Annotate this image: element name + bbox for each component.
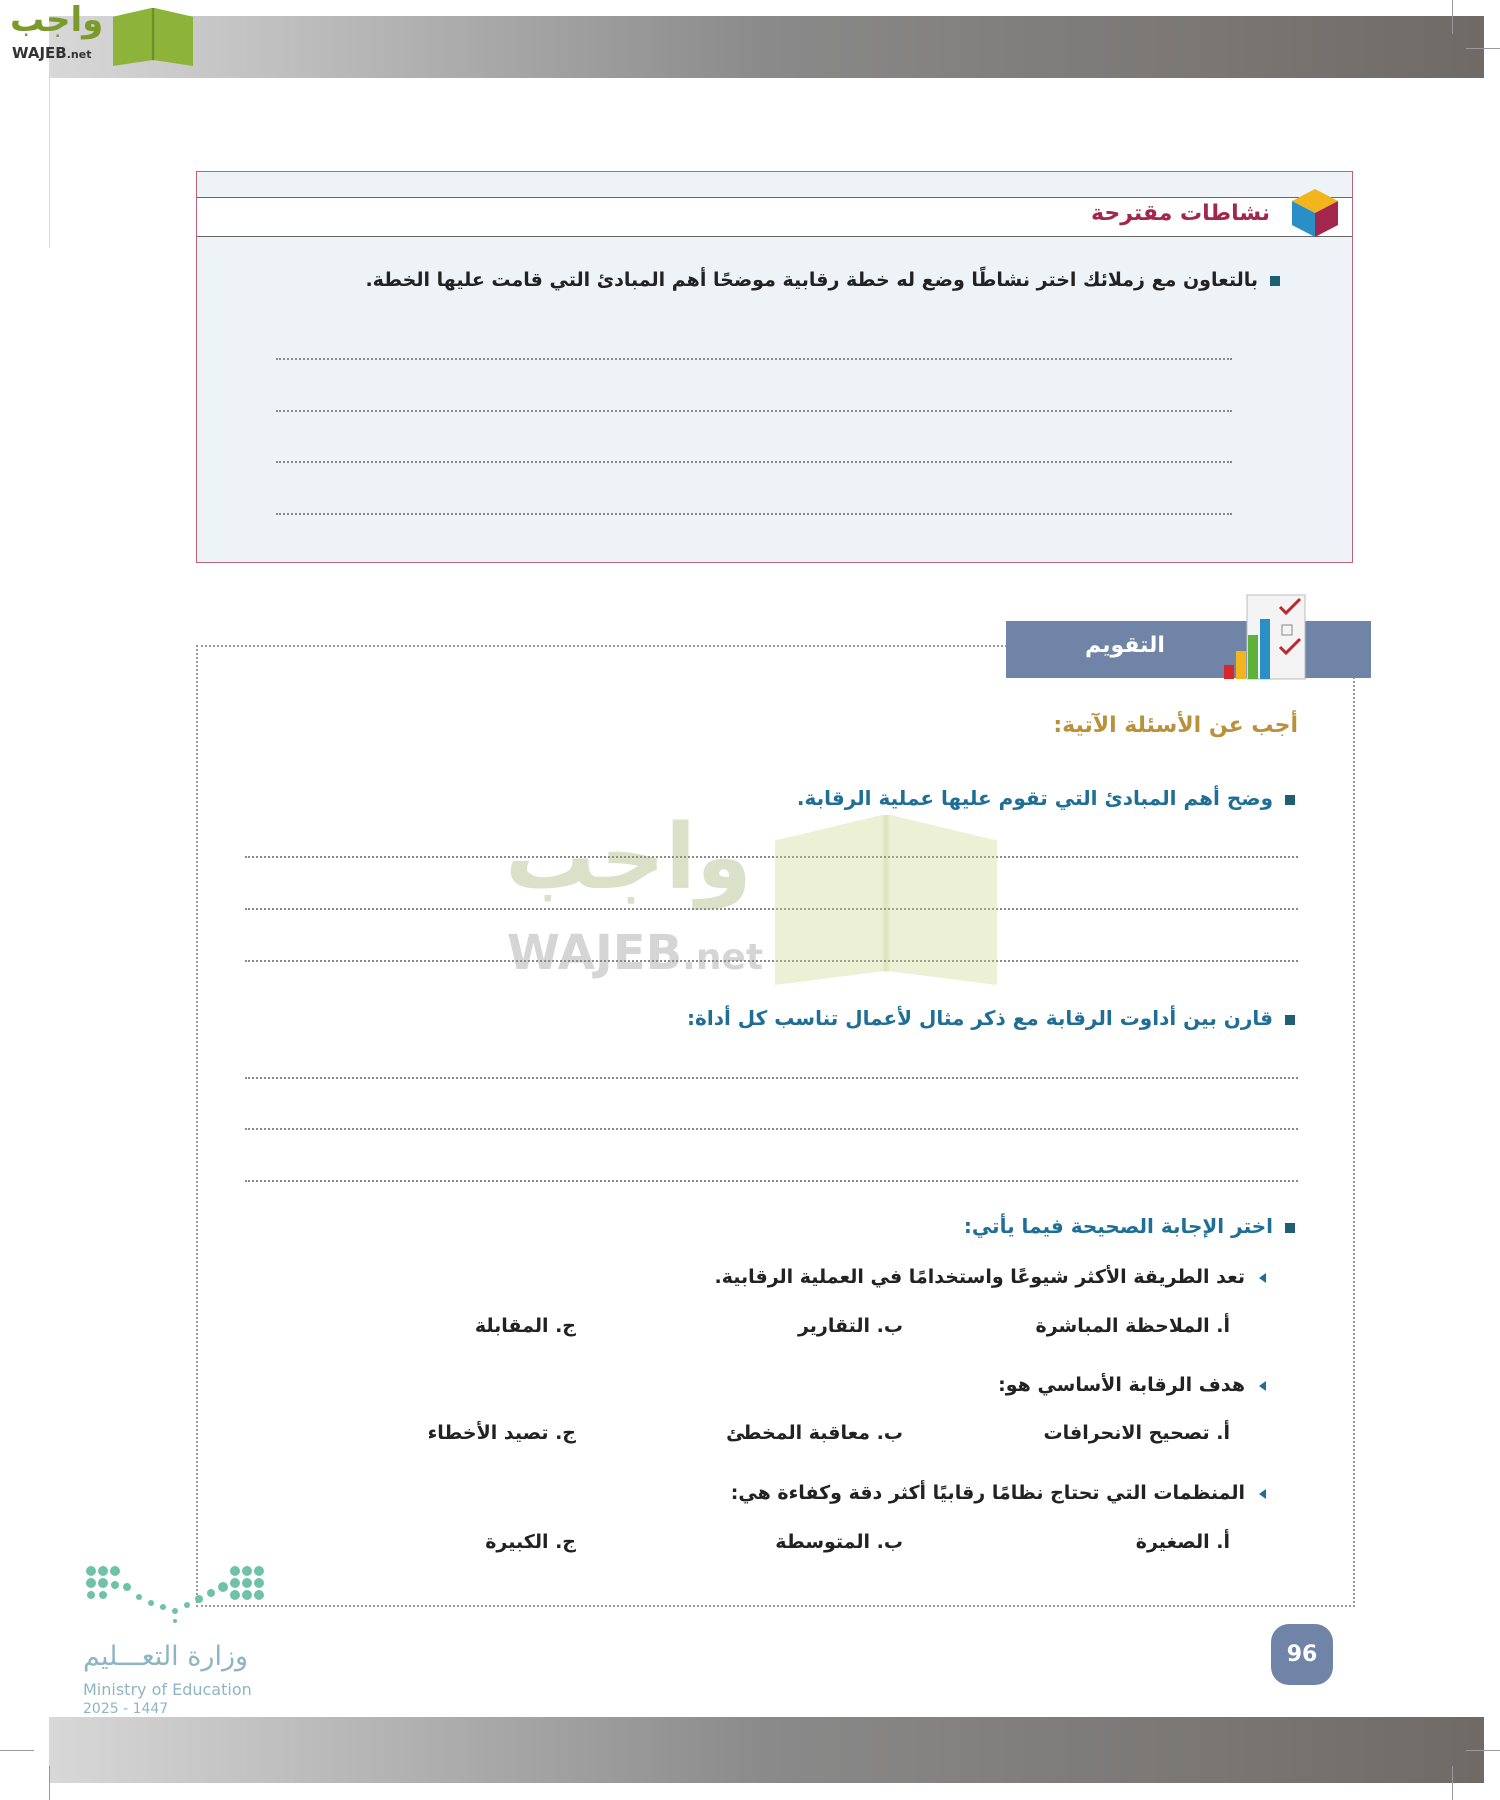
bullet-icon xyxy=(1285,1223,1295,1233)
watermark xyxy=(505,805,1000,985)
activities-title: نشاطات مقترحة xyxy=(1091,201,1270,226)
wajeb-logo xyxy=(8,0,193,66)
bullet-icon xyxy=(1285,795,1295,805)
crop-mark xyxy=(49,78,50,248)
answer-line[interactable] xyxy=(276,410,1232,412)
answer-line[interactable] xyxy=(276,461,1232,463)
arrow-bullet-icon xyxy=(1259,1489,1266,1499)
crop-mark xyxy=(1452,0,1453,34)
answer-line[interactable] xyxy=(245,1077,1298,1079)
ministry-english: Ministry of Education xyxy=(83,1680,252,1699)
mcq-option[interactable]: ب. معاقبة المخطئ xyxy=(726,1422,903,1444)
evaluation-title: التقويم xyxy=(1085,633,1165,658)
question-2: قارن بين أداوت الرقابة مع ذكر مثال لأعمال تناسب كل أداة: xyxy=(687,1006,1295,1030)
mcq-option[interactable]: ب. المتوسطة xyxy=(775,1531,903,1553)
logo-arabic: واجب xyxy=(10,0,104,40)
arrow-bullet-icon xyxy=(1259,1381,1266,1391)
book-icon xyxy=(113,8,193,66)
question-1: وضح أهم المبادئ التي تقوم عليها عملية الرقابة. xyxy=(797,786,1295,810)
logo-latin: WAJEB.net xyxy=(12,44,92,62)
mcq-stem-2: هدف الرقابة الأساسي هو: xyxy=(998,1374,1266,1396)
crop-mark xyxy=(49,1766,50,1800)
mcq-stem-1: تعد الطريقة الأكثر شيوعًا واستخدامًا في العملية الرقابية. xyxy=(714,1266,1266,1288)
watermark-book-icon xyxy=(775,815,997,985)
bullet-icon xyxy=(1270,276,1280,286)
ministry-arabic: وزارة التعـــليم xyxy=(83,1641,249,1672)
mcq-option[interactable]: ج. المقابلة xyxy=(474,1315,576,1337)
ministry-dots-icon xyxy=(83,1563,265,1625)
ministry-logo xyxy=(83,1563,273,1723)
question-3: اختر الإجابة الصحيحة فيما يأتي: xyxy=(964,1214,1295,1238)
evaluation-header xyxy=(1006,621,1371,678)
evaluation-instruction: أجب عن الأسئلة الآتية: xyxy=(1053,713,1298,738)
mcq-option[interactable]: ب. التقارير xyxy=(797,1315,903,1337)
crop-mark xyxy=(1466,1750,1500,1751)
crop-mark xyxy=(1452,1766,1453,1800)
arrow-bullet-icon xyxy=(1259,1273,1266,1283)
mcq-option[interactable]: أ. الملاحظة المباشرة xyxy=(1035,1315,1230,1337)
ministry-year: 2025 - 1447 xyxy=(83,1701,169,1717)
bottom-bar xyxy=(49,1717,1484,1783)
top-bar xyxy=(49,16,1484,78)
page-number-badge: 96 xyxy=(1271,1624,1333,1685)
mcq-option[interactable]: أ. الصغيرة xyxy=(1135,1531,1230,1553)
cube-icon xyxy=(1290,187,1340,239)
watermark-arabic: واجب xyxy=(505,805,752,910)
answer-line[interactable] xyxy=(245,1180,1298,1182)
mcq-option[interactable]: ج. تصيد الأخطاء xyxy=(427,1422,576,1444)
answer-line[interactable] xyxy=(245,1128,1298,1130)
bullet-icon xyxy=(1285,1015,1295,1025)
answer-line[interactable] xyxy=(276,513,1232,515)
activities-prompt: بالتعاون مع زملائك اختر نشاطًا وضع له خطة رقابية موضحًا أهم المبادئ التي قامت عليها الخطة. xyxy=(365,269,1280,291)
crop-mark xyxy=(1466,48,1500,49)
mcq-option[interactable]: أ. تصحيح الانحرافات xyxy=(1043,1422,1230,1444)
activities-box xyxy=(196,171,1353,563)
mcq-option[interactable]: ج. الكبيرة xyxy=(485,1531,576,1553)
watermark-latin: WAJEB.net xyxy=(507,925,764,981)
checklist-chart-icon xyxy=(1222,593,1312,685)
mcq-stem-3: المنظمات التي تحتاج نظامًا رقابيًا أكثر دقة وكفاءة هي: xyxy=(731,1482,1266,1504)
crop-mark xyxy=(0,1750,34,1751)
answer-line[interactable] xyxy=(276,358,1232,360)
